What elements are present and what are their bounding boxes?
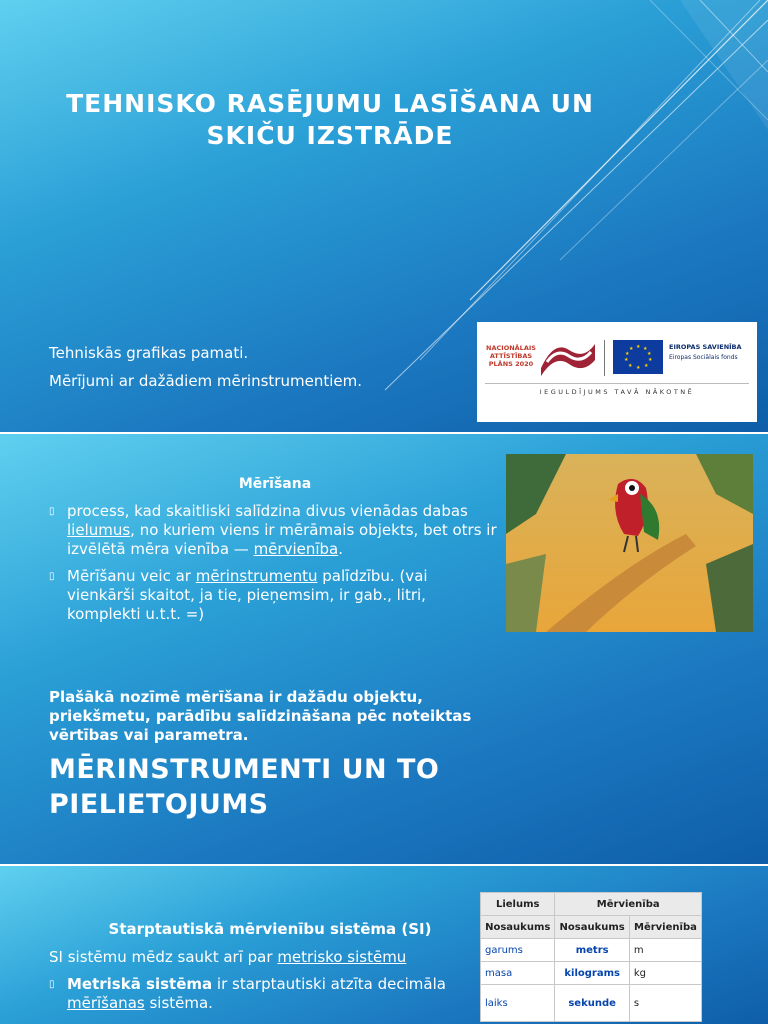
bullet-item-2 <box>49 567 499 624</box>
table-cell-unit[interactable]: kilograms <box>555 962 629 985</box>
section-title-line-2: PIELIETOJUMS <box>49 789 269 820</box>
svg-text:★: ★ <box>644 363 649 369</box>
si-bullet-bold: Metriskā sistēma <box>67 975 213 993</box>
link-merisanas[interactable]: mērīšanas <box>67 994 145 1012</box>
table-cell-quantity[interactable]: laiks <box>481 985 555 1022</box>
si-intro <box>49 947 406 967</box>
svg-text:★: ★ <box>624 357 629 363</box>
si-title: Starptautiskā mērvienību sistēma (SI) <box>108 920 432 938</box>
definition-paragraph: Plašākā nozīmē mērīšana ir dažādu objektu, priekšmetu, parādību salīdzināšana pēc noteiktas vērtības vai parametra. <box>49 688 472 744</box>
table-col-header: Nosaukums <box>481 916 555 939</box>
table-row <box>481 939 702 962</box>
svg-text:★: ★ <box>643 346 648 352</box>
bullet-text: , no kuriem viens ir mērāmais objekts, bet otrs ir izvēlētā mēra vienība — <box>67 521 497 558</box>
si-bullet-text: ir starptautiski atzīta decimāla <box>212 975 446 993</box>
svg-text:★: ★ <box>629 346 634 352</box>
link-merinstrumentu[interactable]: mērinstrumentu <box>195 567 318 585</box>
eu-flag-icon <box>613 340 663 374</box>
logo-tagline: IEGULDĪJUMS TAVĀ NĀKOTNĒ <box>539 388 695 396</box>
bullet-text: palīdzību. (vai vienkārši skaitot, ja tie, pieņemsim, ir gab., litri, komplekti u.t.t. =) <box>67 567 428 623</box>
si-units-table <box>480 892 702 1022</box>
table-cell-quantity[interactable]: garums <box>481 939 555 962</box>
si-bullet-list <box>49 975 479 1021</box>
slide-heading: Mērīšana <box>238 476 312 492</box>
bullet-item-1 <box>49 502 499 559</box>
link-mervieniba[interactable]: mērvienība <box>253 540 339 558</box>
bullet-text: . <box>338 540 344 558</box>
link-lielumus[interactable]: lielumus <box>67 521 131 539</box>
table-cell-symbol: s <box>629 985 701 1022</box>
subtitle-line-1: Tehniskās grafikas pamati. <box>49 344 249 362</box>
nap-logo-text: NACIONĀLAIS ATTĪSTĪBAS PLĀNS 2020 <box>486 344 536 368</box>
svg-text:★: ★ <box>625 351 630 357</box>
bullet-list <box>49 502 499 632</box>
slide-title <box>0 0 768 432</box>
si-intro-text: SI sistēmu mēdz saukt arī par <box>49 948 278 966</box>
table-cell-unit[interactable]: metrs <box>555 939 629 962</box>
si-bullet-1 <box>49 975 479 1013</box>
slide-si-system <box>0 866 768 1024</box>
table-row <box>481 962 702 985</box>
eu-title: EIROPAS SAVIENĪBA <box>669 343 742 351</box>
subtitle-line-2: Mērījumi ar dažādiem mērinstrumentiem. <box>49 372 362 390</box>
funding-logo-panel <box>477 322 757 422</box>
eu-fund: Eiropas Sociālais fonds <box>669 354 738 361</box>
svg-text:★: ★ <box>636 344 641 350</box>
table-cell-symbol: kg <box>629 962 701 985</box>
table-group-header-unit: Mērvienība <box>555 893 702 916</box>
latvia-ribbon-icon <box>539 338 597 378</box>
table-cell-quantity[interactable]: masa <box>481 962 555 985</box>
table-col-header: Nosaukums <box>555 916 629 939</box>
section-title <box>49 752 549 822</box>
logo-rule <box>485 383 749 384</box>
si-bullet-tail: sistēma. <box>144 994 213 1012</box>
presentation-title: TEHNISKO RASĒJUMU LASĪŠANA UN SKIČU IZSTRĀDE <box>66 89 594 150</box>
section-title-line-1: MĒRINSTRUMENTI UN TO <box>49 754 440 785</box>
svg-text:★: ★ <box>647 351 652 357</box>
link-metrisko-sistemu[interactable]: metrisko sistēmu <box>277 948 407 966</box>
parrot-cartoon-image <box>506 454 753 632</box>
bullet-text: process, kad skaitliski salīdzina divus vienādas dabas <box>67 502 468 520</box>
svg-text:★: ★ <box>636 365 641 371</box>
slide-measurement <box>0 434 768 864</box>
svg-text:★: ★ <box>648 357 653 363</box>
table-group-header-quantity: Lielums <box>481 893 555 916</box>
subtitle <box>49 339 362 395</box>
table-row <box>481 985 702 1022</box>
logo-divider <box>604 340 605 376</box>
table-cell-unit[interactable]: sekunde <box>555 985 629 1022</box>
table-col-header: Mērvienība <box>629 916 701 939</box>
bullet-text: Mērīšanu veic ar <box>67 567 196 585</box>
table-cell-symbol: m <box>629 939 701 962</box>
svg-text:★: ★ <box>628 363 633 369</box>
